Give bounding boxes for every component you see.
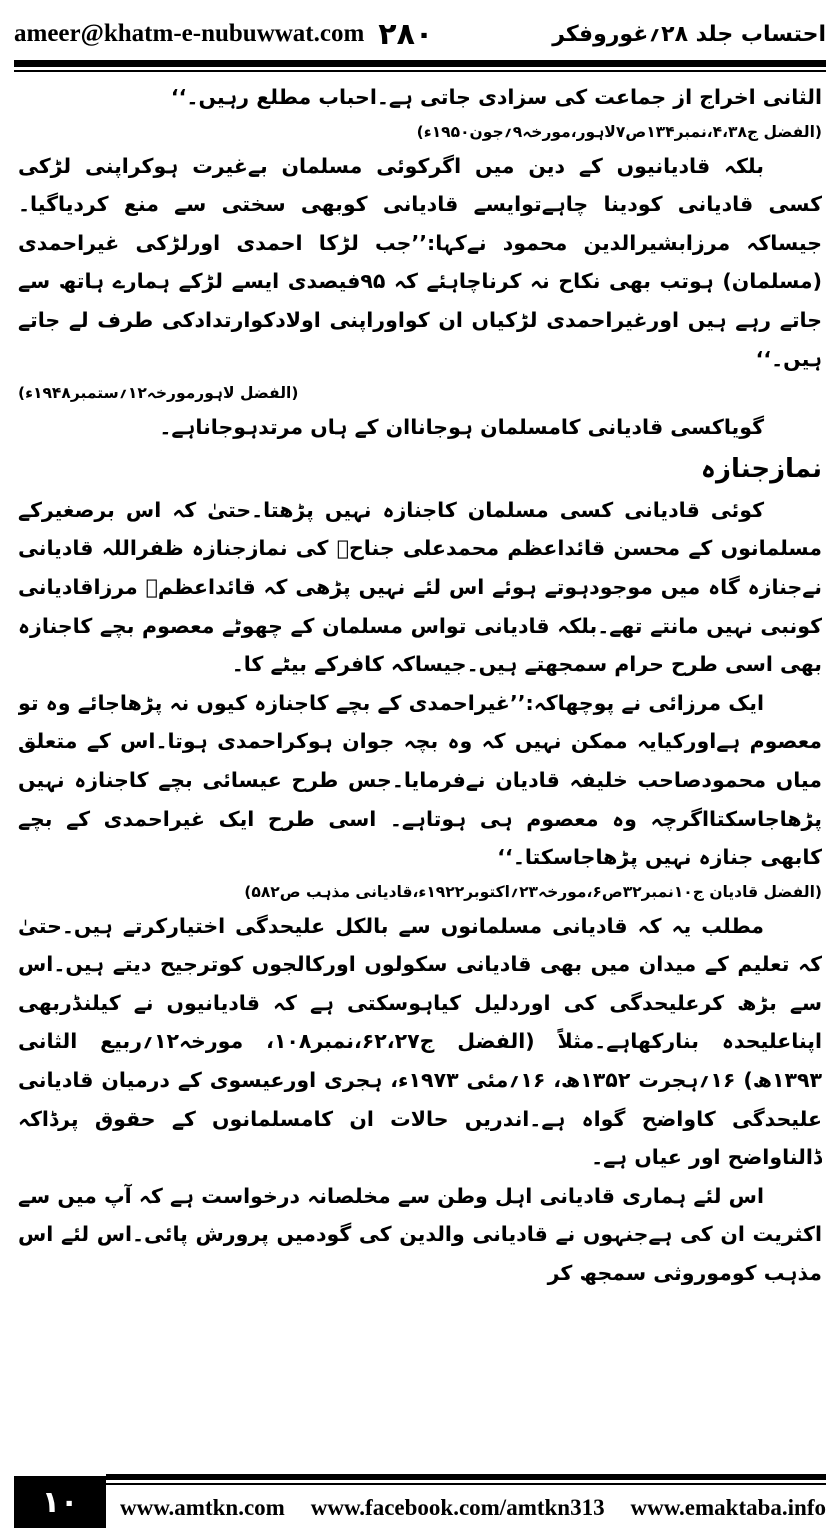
- footer-link-facebook[interactable]: www.facebook.com/amtkn313: [310, 1495, 605, 1520]
- paragraph-7: اس لئے ہماری قادیانی اہل وطن سے مخلصانہ درخواست ہے کہ آپ میں سے اکثریت ان کی ہےجنہوں نے قادیانی والدین کی گودمیں پرورش پائی۔اس لئے اس مذہب کوموروثی سمجھ کر: [18, 1183, 822, 1286]
- footer-link-emaktaba[interactable]: www.emaktaba.info: [630, 1495, 826, 1520]
- page-header: [14, 12, 826, 56]
- footer-links: [120, 1488, 826, 1528]
- paragraph-2: بلکہ قادیانیوں کے دین میں اگرکوئی مسلمان بےغیرت ہوکراپنی لڑکی کسی قادیانی کودینا چاہےتوایسے قادیانی کوبھی سختی سے منع کردیاگیا۔جیساکہ مرزابشیرالدین محمود نےکہا:’’جب لڑکا احمدی اورلڑکی غیراحمدی (مسلمان) ہوتب بھی نکاح نہ کرناچاہئے کہ ۹۵فیصدی ایسے لڑکے ہمارے ہاتھ سے جاتے رہے ہیں اورغیراحمدی لڑکیاں ان کواوراپنی اولادکوارتدادکی طرف لے جاتے ہیں۔‘‘: [18, 153, 822, 371]
- page-footer: [14, 1466, 826, 1528]
- header-email: ameer@khatm-e-nubuwwat.com: [14, 20, 365, 47]
- section-heading: نمازجنازہ: [700, 453, 822, 484]
- header-book-title: احتساب جلد ۲۸؍غوروفکر: [552, 21, 826, 47]
- paragraph-3: گویاکسی قادیانی کامسلمان ہوجاناان کے ہاں مرتدہوجاناہے۔: [159, 415, 764, 440]
- paragraph-4: کوئی قادیانی کسی مسلمان کاجنازہ نہیں پڑھتا۔حتیٰ کہ اس برصغیرکے مسلمانوں کے محسن قائداعظم محمدعلی جناحؒ کی نمازجنازہ ظفراللہ قادیانی نےجنازہ گاہ میں موجودہوتے ہوئے اس لئے نہیں پڑھی کہ قائداعظمؒ مرزاقادیانی کونبی نہیں مانتے تھے۔بلکہ قادیانی تواس مسلمان کے چھوٹے معصوم بچے کاجنازہ بھی اسی طرح حرام سمجھتے ہیں۔جیساکہ کافرکے بیٹے کا۔: [18, 497, 822, 677]
- footer-rule-thick: [106, 1474, 826, 1480]
- paragraph-5: ایک مرزائی نے پوچھاکہ:’’غیراحمدی کے بچے کاجنازہ کیوں نہ پڑھاجائے وہ تو معصوم ہےاورکیایہ ممکن نہیں کہ وہ بچہ جوان ہوکراحمدی ہوتا۔اس کے متعلق میاں محمودصاحب خلیفہ قادیان نےفرمایا۔جس طرح عیسائی بچے کاجنازہ نہیں پڑھاجاسکتااگرچہ وہ معصوم ہی ہوتاہے۔ اسی طرح ایک غیراحمدی کے بچے کابھی جنازہ نہیں پڑھاجاسکتا۔‘‘: [18, 690, 822, 870]
- footer-rule-thin: [106, 1483, 826, 1485]
- reference-1: (الفضل ج۴،۳۸،نمبر۱۳۴ص۷لاہور،مورخہ۹؍جون۱۹۵۰ء): [416, 122, 822, 141]
- reference-3: (الفضل قادیان ج۱۰نمبر۳۲ص۶،مورخہ۲۳؍اکتوبر۱۹۲۲ء،قادیانی مذہب ص۵۸۲): [244, 882, 822, 901]
- header-page-number: ۲۸۰: [378, 16, 434, 52]
- header-rule-thin: [14, 70, 826, 72]
- page-body: [18, 78, 822, 1448]
- footer-link-amtkn[interactable]: www.amtkn.com: [120, 1495, 285, 1520]
- paragraph-6: مطلب یہ کہ قادیانی مسلمانوں سے بالکل علیحدگی اختیارکرتے ہیں۔حتیٰ کہ تعلیم کے میدان میں بھی قادیانی سکولوں اورکالجوں کوترجیح دیتے ہیں۔اس سے بڑھ کرعلیحدگی کی اوردلیل کیاہوسکتی ہے کہ قادیانیوں نے کیلنڈربھی اپناعلیحدہ بنارکھاہے۔مثلاً (الفضل ج۶۲،۲۷،نمبر۱۰۸، مورخہ۱۲؍ربیع الثانی ۱۳۹۳ھ) ۱۶؍ہجرت ۱۳۵۲ھ، ۱۶؍مئی ۱۹۷۳ء، ہجری اورعیسوی کے درمیان قادیانی علیحدگی کاواضح گواہ ہے۔اندریں حالات ان کامسلمانوں کے حقوق پرڈاکہ ڈالناواضح اور عیاں ہے۔: [18, 913, 822, 1170]
- paragraph-1: الثانی اخراج از جماعت کی سزادی جاتی ہے۔احباب مطلع رہیں۔‘‘: [170, 85, 822, 109]
- header-rule-thick: [14, 60, 826, 67]
- footer-page-box: ۱۰: [14, 1476, 106, 1528]
- header-left: [14, 17, 433, 52]
- reference-2: (الفضل لاہورمورخہ۱۲؍ستمبر۱۹۴۸ء): [18, 384, 299, 403]
